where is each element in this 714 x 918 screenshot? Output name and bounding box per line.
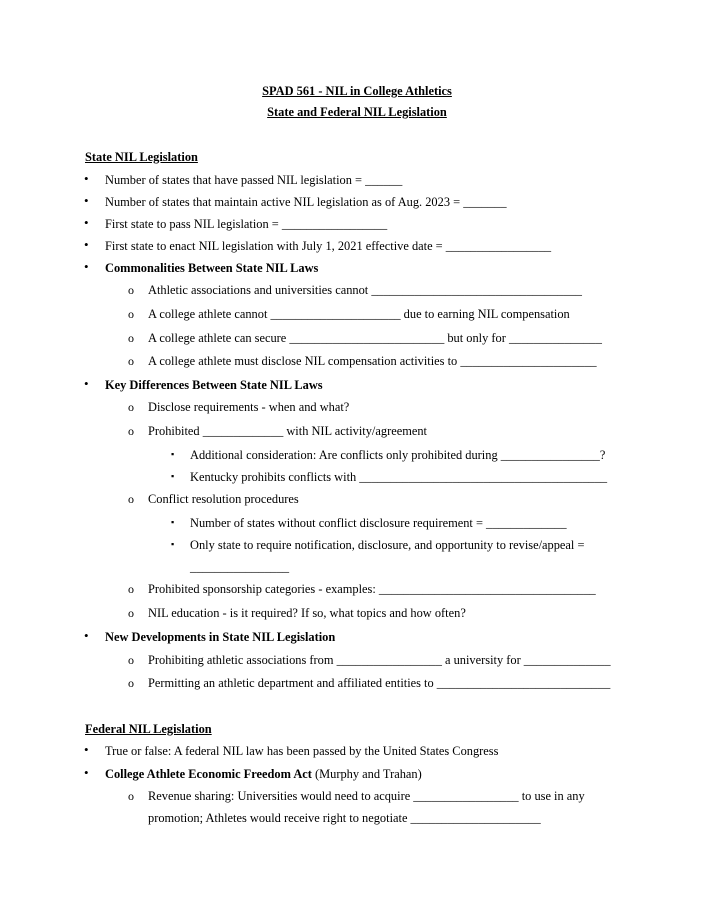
list-item-continuation: ________________ — [190, 560, 290, 574]
bullet-marker: o — [128, 307, 134, 321]
act-name: College Athlete Economic Freedom Act — [105, 767, 312, 781]
list-heading-commonalities: Commonalities Between State NIL Laws — [105, 261, 319, 275]
list-heading-differences: Key Differences Between State NIL Laws — [105, 378, 323, 392]
list-item: NIL education - is it required? If so, what topics and how often? — [148, 606, 466, 620]
list-item: Only state to require notification, disclosure, and opportunity to revise/appeal = — [190, 538, 585, 552]
list-item: Prohibited _____________ with NIL activity/agreement — [148, 424, 427, 438]
list-item: A college athlete must disclose NIL compensation activities to ______________________ — [148, 354, 597, 368]
list-item: True or false: A federal NIL law has been passed by the United States Congress — [105, 744, 499, 758]
list-item: Number of states without conflict disclosure requirement = _____________ — [190, 516, 567, 530]
bullet-marker: ▪ — [171, 471, 175, 481]
bullet-marker: • — [84, 237, 89, 252]
section-heading-federal: Federal NIL Legislation — [85, 722, 212, 736]
list-item: Disclose requirements - when and what? — [148, 400, 350, 414]
list-item — [105, 767, 422, 782]
list-item: Prohibiting athletic associations from _________________ a university for ______________ — [148, 653, 611, 667]
list-item: A college athlete cannot _____________________ due to earning NIL compensation — [148, 307, 570, 321]
bullet-marker: • — [84, 628, 89, 643]
bullet-marker: • — [84, 259, 89, 274]
list-heading-developments: New Developments in State NIL Legislation — [105, 630, 336, 644]
list-item: Prohibited sponsorship categories - examples: ___________________________________ — [148, 582, 596, 596]
bullet-marker: o — [128, 424, 134, 438]
bullet-marker: o — [128, 492, 134, 506]
list-item: Number of states that maintain active NIL legislation as of Aug. 2023 = _______ — [105, 195, 507, 209]
bullet-marker: • — [84, 765, 89, 780]
bullet-marker: o — [128, 789, 134, 803]
document-title: SPAD 561 - NIL in College Athletics — [262, 84, 452, 98]
list-item: Permitting an athletic department and affiliated entities to ____________________________ — [148, 676, 611, 690]
bullet-marker: o — [128, 653, 134, 667]
list-item: Number of states that have passed NIL legislation = ______ — [105, 173, 403, 187]
list-item-continuation: promotion; Athletes would receive right to negotiate _____________________ — [148, 811, 541, 825]
document-subtitle: State and Federal NIL Legislation — [267, 105, 447, 119]
list-item: Conflict resolution procedures — [148, 492, 299, 506]
section-heading-state: State NIL Legislation — [85, 150, 198, 164]
bullet-marker: ▪ — [171, 449, 175, 459]
bullet-marker: • — [84, 193, 89, 208]
bullet-marker: ▪ — [171, 517, 175, 527]
list-item: Athletic associations and universities cannot __________________________________ — [148, 283, 582, 297]
bullet-marker: • — [84, 742, 89, 757]
list-item: Kentucky prohibits conflicts with ________________________________________ — [190, 470, 608, 484]
bullet-marker: o — [128, 676, 134, 690]
bullet-marker: o — [128, 354, 134, 368]
bullet-marker: • — [84, 215, 89, 230]
list-item: First state to enact NIL legislation with July 1, 2021 effective date = _________________ — [105, 239, 552, 253]
list-item: Additional consideration: Are conflicts only prohibited during ________________? — [190, 448, 606, 462]
act-sponsors: (Murphy and Trahan) — [311, 767, 422, 781]
bullet-marker: o — [128, 582, 134, 596]
bullet-marker: o — [128, 331, 134, 345]
bullet-marker: o — [128, 283, 134, 297]
list-item: First state to pass NIL legislation = _________________ — [105, 217, 388, 231]
bullet-marker: • — [84, 171, 89, 186]
bullet-marker: • — [84, 376, 89, 391]
bullet-marker: ▪ — [171, 539, 175, 549]
bullet-marker: o — [128, 606, 134, 620]
list-item: Revenue sharing: Universities would need to acquire _________________ to use in any — [148, 789, 585, 803]
bullet-marker: o — [128, 400, 134, 414]
list-item: A college athlete can secure _________________________ but only for _______________ — [148, 331, 602, 345]
